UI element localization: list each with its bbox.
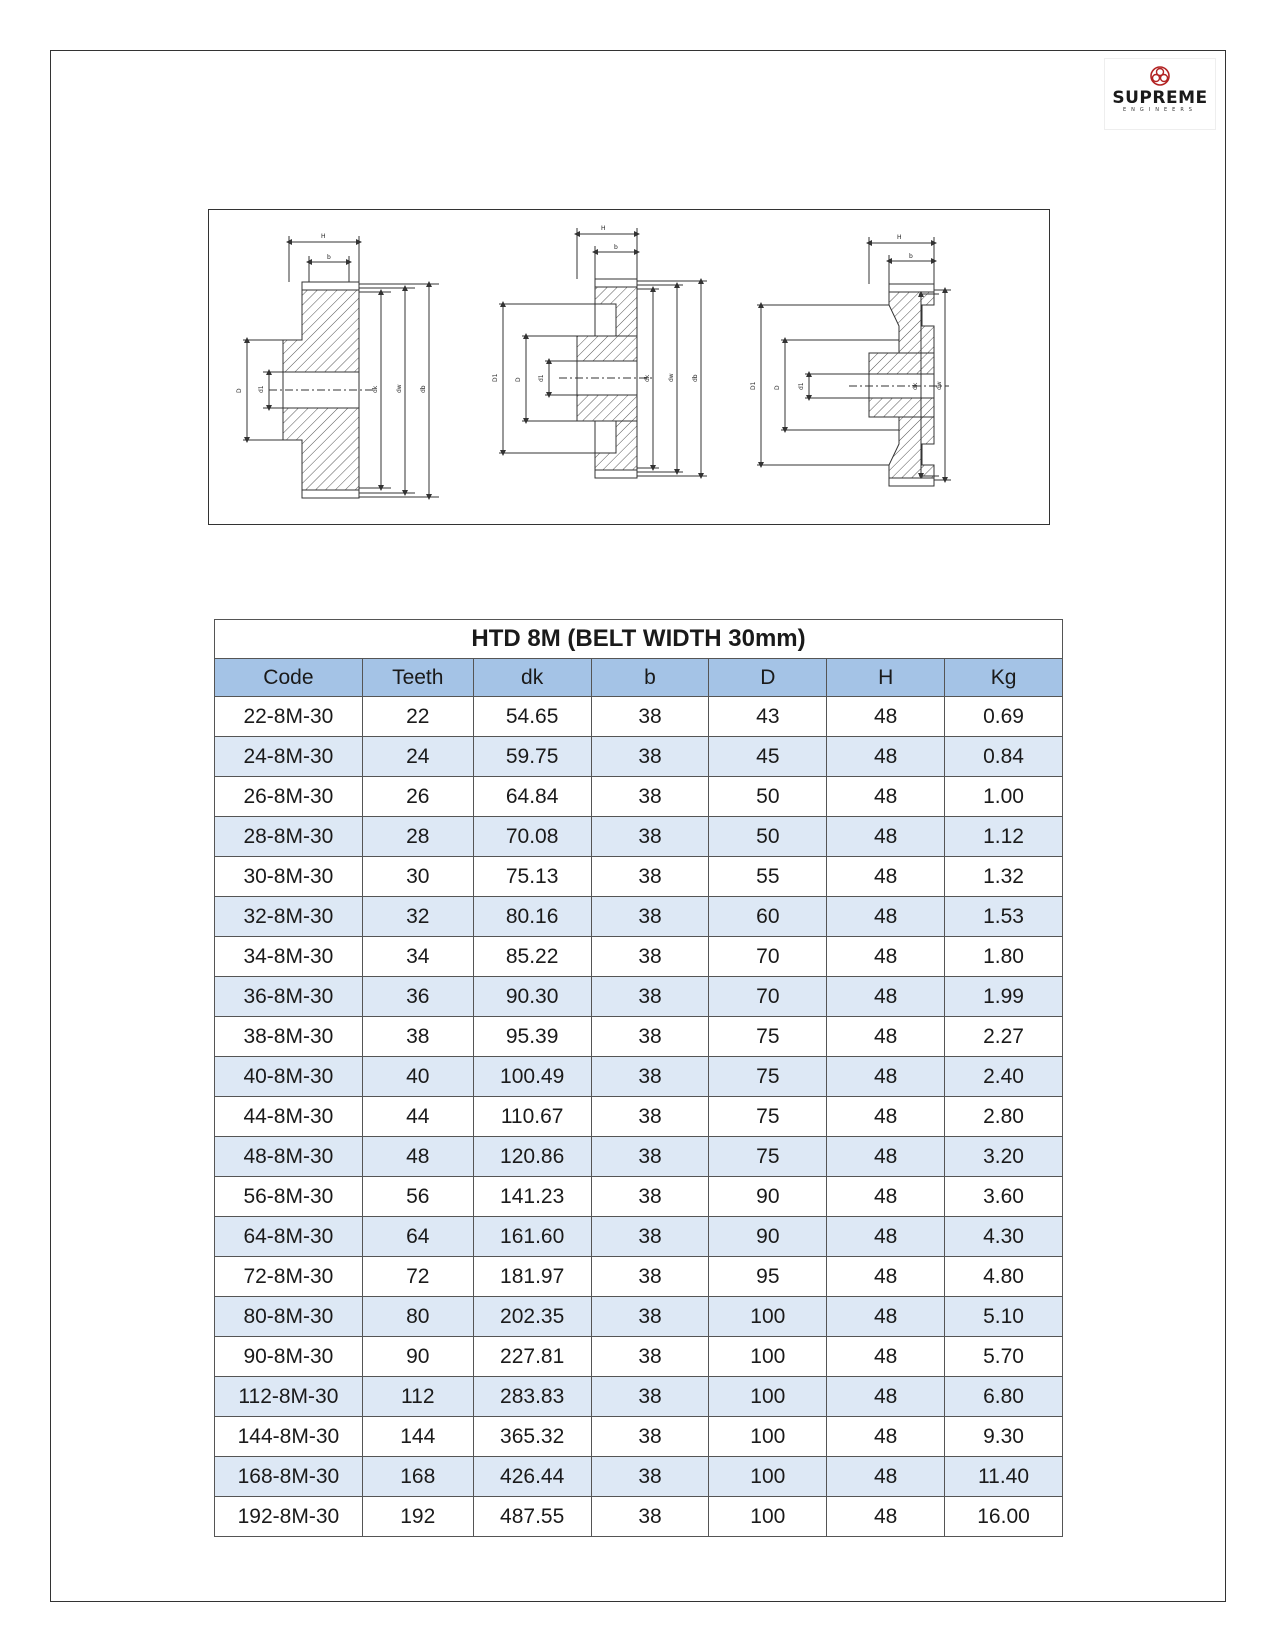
table-cell: 70 — [709, 937, 827, 977]
table-cell: 80.16 — [473, 897, 591, 937]
table-row — [215, 697, 1063, 737]
table-cell: 0.84 — [945, 737, 1063, 777]
table-row — [215, 737, 1063, 777]
table-cell: 1.00 — [945, 777, 1063, 817]
table-cell: 43 — [709, 697, 827, 737]
table-cell: 26 — [362, 777, 473, 817]
table-cell: 3.60 — [945, 1177, 1063, 1217]
fig2-label-d1: d1 — [538, 374, 545, 382]
table-cell: 48 — [827, 817, 945, 857]
table-cell: 1.12 — [945, 817, 1063, 857]
table-cell: 75 — [709, 1097, 827, 1137]
table-row — [215, 897, 1063, 937]
column-header: b — [591, 659, 709, 697]
table-cell: 48 — [827, 857, 945, 897]
table-cell: 36 — [362, 977, 473, 1017]
table-cell: 1.99 — [945, 977, 1063, 1017]
table-cell: 95.39 — [473, 1017, 591, 1057]
fig3-label-dk: dk — [912, 382, 919, 390]
table-cell: 1.80 — [945, 937, 1063, 977]
table-cell: 28-8M-30 — [215, 817, 363, 857]
logo-brand-text: SUPREME — [1112, 88, 1208, 108]
fig2-label-D1: D1 — [492, 373, 499, 382]
logo-sub-text: ENGINEERS — [1123, 107, 1197, 113]
table-cell: 34 — [362, 937, 473, 977]
table-cell: 38 — [591, 1177, 709, 1217]
table-cell: 90-8M-30 — [215, 1337, 363, 1377]
table-cell: 80-8M-30 — [215, 1297, 363, 1337]
table-cell: 4.80 — [945, 1257, 1063, 1297]
table-cell: 64 — [362, 1217, 473, 1257]
table-cell: 141.23 — [473, 1177, 591, 1217]
table-cell: 90 — [709, 1177, 827, 1217]
table-cell: 45 — [709, 737, 827, 777]
table-header-row — [215, 659, 1063, 697]
table-cell: 59.75 — [473, 737, 591, 777]
table-cell: 144-8M-30 — [215, 1417, 363, 1457]
table-row — [215, 1337, 1063, 1377]
table-cell: 48 — [827, 897, 945, 937]
table-row — [215, 1177, 1063, 1217]
table-cell: 48 — [827, 1497, 945, 1537]
table-cell: 16.00 — [945, 1497, 1063, 1537]
table-cell: 85.22 — [473, 937, 591, 977]
table-cell: 30-8M-30 — [215, 857, 363, 897]
table-cell: 283.83 — [473, 1377, 591, 1417]
table-row — [215, 1137, 1063, 1177]
table-cell: 75 — [709, 1137, 827, 1177]
table-cell: 5.70 — [945, 1337, 1063, 1377]
fig1-label-H: H — [321, 233, 326, 240]
table-cell: 3.20 — [945, 1137, 1063, 1177]
fig1-label-b: b — [327, 254, 331, 261]
table-cell: 110.67 — [473, 1097, 591, 1137]
pulley-figure-3 — [757, 237, 951, 486]
table-cell: 100 — [709, 1377, 827, 1417]
table-cell: 227.81 — [473, 1337, 591, 1377]
table-cell: 192 — [362, 1497, 473, 1537]
table-row — [215, 777, 1063, 817]
table-cell: 5.10 — [945, 1297, 1063, 1337]
fig3-label-D: D — [774, 385, 781, 390]
table-cell: 80 — [362, 1297, 473, 1337]
table-cell: 38 — [591, 1017, 709, 1057]
table-cell: 426.44 — [473, 1457, 591, 1497]
table-cell: 48 — [827, 1097, 945, 1137]
fig1-label-d1: d1 — [258, 385, 265, 393]
company-logo — [1104, 58, 1216, 130]
column-header: D — [709, 659, 827, 697]
table-cell: 24 — [362, 737, 473, 777]
table-cell: 38 — [591, 897, 709, 937]
table-cell: 38 — [591, 1337, 709, 1377]
table-cell: 202.35 — [473, 1297, 591, 1337]
table-cell: 38 — [591, 1097, 709, 1137]
table-cell: 48 — [827, 697, 945, 737]
table-cell: 48 — [827, 1057, 945, 1097]
table-cell: 1.53 — [945, 897, 1063, 937]
table-cell: 26-8M-30 — [215, 777, 363, 817]
table-cell: 168 — [362, 1457, 473, 1497]
table-cell: 38 — [591, 1137, 709, 1177]
logo-emblem-icon — [1147, 65, 1173, 87]
table-cell: 48 — [827, 1257, 945, 1297]
table-row — [215, 1457, 1063, 1497]
table-row — [215, 1057, 1063, 1097]
table-cell: 32-8M-30 — [215, 897, 363, 937]
fig1-label-db: db — [420, 385, 427, 393]
table-row — [215, 1097, 1063, 1137]
table-cell: 44 — [362, 1097, 473, 1137]
pulley-figure-2 — [499, 228, 707, 478]
table-cell: 95 — [709, 1257, 827, 1297]
table-cell: 90 — [709, 1217, 827, 1257]
table-cell: 192-8M-30 — [215, 1497, 363, 1537]
table-cell: 38 — [591, 697, 709, 737]
fig2-label-dw: dw — [668, 373, 675, 382]
column-header: dk — [473, 659, 591, 697]
pulley-drawings-panel — [208, 209, 1050, 525]
table-cell: 38 — [591, 1057, 709, 1097]
table-cell: 161.60 — [473, 1217, 591, 1257]
fig2-label-db: db — [692, 374, 699, 382]
fig2-label-H: H — [601, 225, 606, 232]
table-cell: 144 — [362, 1417, 473, 1457]
fig1-label-dw: dw — [396, 384, 403, 393]
table-row — [215, 1017, 1063, 1057]
table-cell: 38 — [591, 1257, 709, 1297]
table-cell: 48 — [827, 1017, 945, 1057]
table-cell: 100 — [709, 1417, 827, 1457]
table-cell: 120.86 — [473, 1137, 591, 1177]
pulley-figure-1 — [243, 236, 439, 498]
table-cell: 11.40 — [945, 1457, 1063, 1497]
table-cell: 32 — [362, 897, 473, 937]
table-row — [215, 1497, 1063, 1537]
table-row — [215, 1257, 1063, 1297]
table-cell: 48 — [827, 1177, 945, 1217]
table-cell: 48 — [362, 1137, 473, 1177]
table-cell: 38 — [591, 1297, 709, 1337]
table-cell: 60 — [709, 897, 827, 937]
table-cell: 40-8M-30 — [215, 1057, 363, 1097]
table-cell: 44-8M-30 — [215, 1097, 363, 1137]
table-cell: 38-8M-30 — [215, 1017, 363, 1057]
table-cell: 56-8M-30 — [215, 1177, 363, 1217]
fig3-label-b: b — [909, 253, 913, 260]
table-cell: 6.80 — [945, 1377, 1063, 1417]
table-cell: 48 — [827, 1217, 945, 1257]
fig2-label-dk: dk — [644, 374, 651, 382]
table-cell: 64.84 — [473, 777, 591, 817]
table-cell: 38 — [591, 817, 709, 857]
table-cell: 48 — [827, 977, 945, 1017]
table-cell: 36-8M-30 — [215, 977, 363, 1017]
table-cell: 24-8M-30 — [215, 737, 363, 777]
table-cell: 50 — [709, 817, 827, 857]
table-cell: 48 — [827, 1377, 945, 1417]
table-cell: 56 — [362, 1177, 473, 1217]
column-header: Code — [215, 659, 363, 697]
table-cell: 38 — [591, 777, 709, 817]
column-header: Teeth — [362, 659, 473, 697]
table-row — [215, 937, 1063, 977]
table-cell: 50 — [709, 777, 827, 817]
fig3-label-d1: d1 — [798, 382, 805, 390]
fig1-label-dk: dk — [372, 385, 379, 393]
table-cell: 38 — [591, 977, 709, 1017]
table-cell: 2.40 — [945, 1057, 1063, 1097]
table-row — [215, 1217, 1063, 1257]
table-cell: 48 — [827, 737, 945, 777]
table-cell: 40 — [362, 1057, 473, 1097]
table-cell: 75 — [709, 1057, 827, 1097]
table-cell: 38 — [591, 937, 709, 977]
pulley-drawings-svg — [209, 210, 1051, 526]
table-cell: 48 — [827, 1297, 945, 1337]
table-cell: 112-8M-30 — [215, 1377, 363, 1417]
table-cell: 100 — [709, 1497, 827, 1537]
fig2-label-D: D — [515, 377, 522, 382]
table-cell: 28 — [362, 817, 473, 857]
table-cell: 1.32 — [945, 857, 1063, 897]
table-cell: 90 — [362, 1337, 473, 1377]
table-cell: 487.55 — [473, 1497, 591, 1537]
table-cell: 38 — [591, 1377, 709, 1417]
table-cell: 38 — [591, 1217, 709, 1257]
table-cell: 0.69 — [945, 697, 1063, 737]
table-cell: 4.30 — [945, 1217, 1063, 1257]
table-cell: 70.08 — [473, 817, 591, 857]
table-cell: 75.13 — [473, 857, 591, 897]
table-cell: 75 — [709, 1017, 827, 1057]
table-row — [215, 817, 1063, 857]
table-cell: 38 — [591, 1457, 709, 1497]
table-cell: 70 — [709, 977, 827, 1017]
table-cell: 22-8M-30 — [215, 697, 363, 737]
table-row — [215, 977, 1063, 1017]
table-cell: 38 — [362, 1017, 473, 1057]
fig3-label-dw: dw — [936, 381, 943, 390]
table-cell: 100 — [709, 1297, 827, 1337]
table-cell: 9.30 — [945, 1417, 1063, 1457]
table-body — [215, 697, 1063, 1537]
htd-spec-table — [214, 619, 1063, 1537]
table-cell: 365.32 — [473, 1417, 591, 1457]
table-row — [215, 1377, 1063, 1417]
table-cell: 100.49 — [473, 1057, 591, 1097]
table-row — [215, 857, 1063, 897]
table-cell: 30 — [362, 857, 473, 897]
table-cell: 48-8M-30 — [215, 1137, 363, 1177]
table-cell: 2.80 — [945, 1097, 1063, 1137]
table-cell: 38 — [591, 857, 709, 897]
table-cell: 48 — [827, 1137, 945, 1177]
fig3-label-H: H — [897, 234, 902, 241]
table-row — [215, 1297, 1063, 1337]
table-cell: 22 — [362, 697, 473, 737]
table-cell: 48 — [827, 1457, 945, 1497]
table-cell: 2.27 — [945, 1017, 1063, 1057]
table-cell: 168-8M-30 — [215, 1457, 363, 1497]
table-cell: 54.65 — [473, 697, 591, 737]
table-cell: 38 — [591, 737, 709, 777]
column-header: H — [827, 659, 945, 697]
table-cell: 48 — [827, 1417, 945, 1457]
table-cell: 38 — [591, 1417, 709, 1457]
table-cell: 100 — [709, 1457, 827, 1497]
column-header: Kg — [945, 659, 1063, 697]
fig1-label-D: D — [236, 388, 243, 393]
table-cell: 55 — [709, 857, 827, 897]
table-cell: 34-8M-30 — [215, 937, 363, 977]
table-cell: 72 — [362, 1257, 473, 1297]
table-cell: 90.30 — [473, 977, 591, 1017]
table-cell: 112 — [362, 1377, 473, 1417]
table-cell: 181.97 — [473, 1257, 591, 1297]
table-row — [215, 1417, 1063, 1457]
table-cell: 48 — [827, 937, 945, 977]
table-title: HTD 8M (BELT WIDTH 30mm) — [215, 620, 1063, 659]
table-cell: 48 — [827, 1337, 945, 1377]
table-cell: 48 — [827, 777, 945, 817]
fig3-label-D1: D1 — [750, 381, 757, 390]
fig2-label-b: b — [614, 244, 618, 251]
table-cell: 72-8M-30 — [215, 1257, 363, 1297]
table-cell: 64-8M-30 — [215, 1217, 363, 1257]
table-cell: 100 — [709, 1337, 827, 1377]
table-cell: 38 — [591, 1497, 709, 1537]
